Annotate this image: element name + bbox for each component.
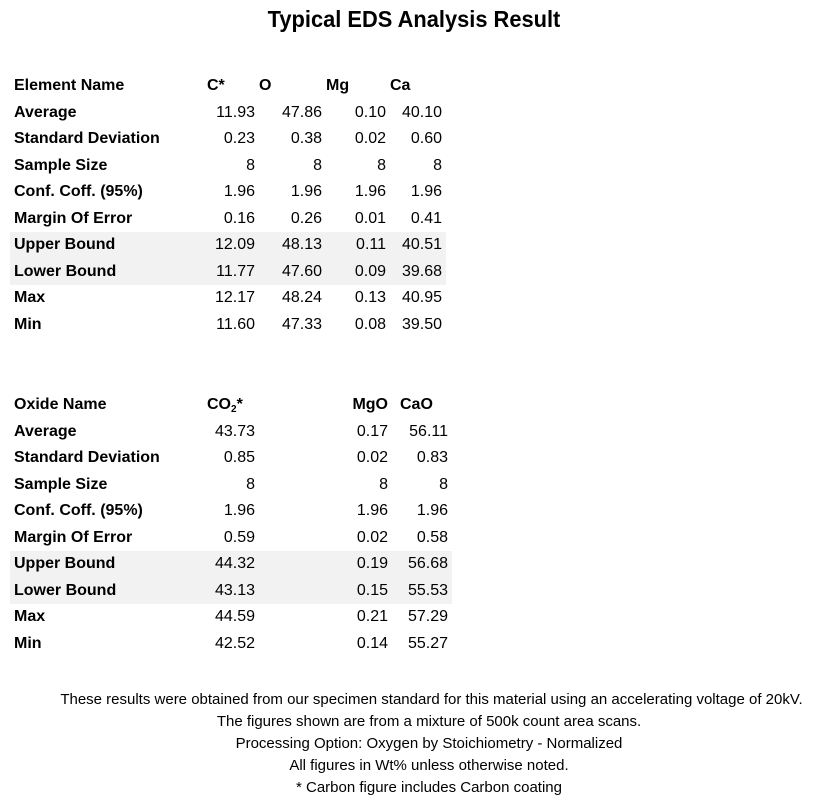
table-row: [10, 206, 446, 233]
cell-value: 1.96: [410, 183, 442, 201]
cell-value: 11.93: [216, 103, 255, 121]
column-header-ca: Ca: [390, 77, 411, 95]
table-row: [10, 551, 452, 578]
cell-value: 43.13: [207, 578, 259, 605]
column-header-c: C*: [207, 77, 225, 95]
table-row: [10, 472, 452, 499]
cell-value: 0.38: [290, 130, 322, 148]
cell-value: 0.08: [354, 315, 386, 333]
column-header-mgo: MgO: [352, 396, 388, 414]
row-label: Average: [14, 103, 77, 121]
row-label: Upper Bound: [10, 232, 207, 259]
cell-value: 43.73: [214, 422, 255, 440]
row-label: Lower Bound: [10, 578, 207, 605]
cell-value: 40.10: [401, 103, 442, 121]
page-title: Typical EDS Analysis Result: [267, 6, 561, 32]
cell-value: 0.09: [326, 259, 390, 286]
row-label: Margin Of Error: [14, 528, 133, 546]
cell-value: 0.41: [410, 209, 442, 227]
cell-value: 48.13: [259, 232, 326, 259]
cell-value: 47.60: [259, 259, 326, 286]
column-header-o: O: [259, 77, 272, 95]
cell-value: 0.14: [356, 634, 388, 652]
note-voltage: These results were obtained from our specimen standard for this material using an accelerating voltage of 20kV.: [60, 691, 803, 708]
cell-value: 48.24: [281, 289, 322, 307]
row-label: Upper Bound: [10, 551, 207, 578]
cell-value: 0.17: [356, 422, 388, 440]
row-label: Margin Of Error: [14, 209, 133, 227]
table-row: [10, 259, 446, 286]
element-table-header: [10, 73, 446, 100]
cell-value: 0.85: [223, 449, 255, 467]
cell-value: 0.15: [326, 578, 392, 605]
cell-value: 0.02: [356, 528, 388, 546]
table-row: [10, 232, 446, 259]
row-label: Sample Size: [14, 156, 108, 174]
cell-value: 44.32: [207, 551, 259, 578]
column-header-mg: Mg: [326, 77, 350, 95]
cell-value: 0.83: [416, 449, 448, 467]
cell-value: 1.96: [356, 502, 388, 520]
row-label: Min: [14, 634, 42, 652]
cell-value: 47.86: [281, 103, 322, 121]
cell-value: 0.16: [223, 209, 255, 227]
cell-value: 11.77: [207, 259, 259, 286]
cell-value: 8: [439, 475, 448, 493]
table-row: [10, 179, 446, 206]
cell-value: [259, 604, 326, 631]
cell-value: [259, 445, 326, 472]
cell-value: [259, 551, 326, 578]
cell-value: 39.50: [401, 315, 442, 333]
cell-value: 0.02: [356, 449, 388, 467]
table-row: [10, 285, 446, 312]
cell-value: 0.01: [354, 209, 386, 227]
row-label: Sample Size: [14, 475, 108, 493]
note-units: All figures in Wt% unless otherwise noted.: [289, 757, 569, 774]
cell-value: 56.68: [392, 551, 452, 578]
row-label: Max: [14, 608, 46, 626]
cell-value: 0.10: [354, 103, 386, 121]
cell-value: 11.60: [216, 315, 255, 333]
cell-value: 40.51: [390, 232, 446, 259]
cell-value: 0.19: [326, 551, 392, 578]
cell-value: [259, 472, 326, 499]
cell-value: [259, 525, 326, 552]
cell-value: 12.09: [207, 232, 259, 259]
cell-value: [259, 498, 326, 525]
column-header-empty: [259, 392, 326, 419]
table-row: [10, 525, 452, 552]
cell-value: 0.21: [356, 608, 388, 626]
oxide-table: [10, 392, 452, 657]
column-header-cao: CaO: [400, 396, 433, 414]
row-label: Max: [14, 289, 46, 307]
table-row: [10, 631, 452, 658]
table-row: [10, 604, 452, 631]
row-label: Average: [14, 422, 77, 440]
cell-value: 1.96: [354, 183, 386, 201]
cell-value: 1.96: [290, 183, 322, 201]
cell-value: 8: [377, 156, 386, 174]
cell-value: 0.23: [223, 130, 255, 148]
cell-value: 47.33: [281, 315, 322, 333]
row-label: Standard Deviation: [14, 130, 160, 148]
footnotes: [0, 689, 828, 799]
co2-asterisk: *: [236, 396, 243, 414]
cell-value: 8: [379, 475, 388, 493]
oxide-table-header: [10, 392, 452, 419]
row-label: Lower Bound: [10, 259, 207, 286]
oxide-name-header: Oxide Name: [14, 396, 107, 414]
co2-subscript: 2: [231, 404, 237, 416]
cell-value: 0.26: [290, 209, 322, 227]
cell-value: 0.59: [223, 528, 255, 546]
table-row: [10, 126, 446, 153]
cell-value: 56.11: [409, 422, 448, 440]
table-row: [10, 153, 446, 180]
cell-value: 0.02: [354, 130, 386, 148]
cell-value: [259, 578, 326, 605]
cell-value: 8: [246, 475, 255, 493]
table-row: [10, 100, 446, 127]
cell-value: 40.95: [401, 289, 442, 307]
cell-value: 57.29: [407, 608, 448, 626]
table-row: [10, 419, 452, 446]
cell-value: 0.60: [410, 130, 442, 148]
cell-value: [259, 631, 326, 658]
row-label: Standard Deviation: [14, 449, 160, 467]
table-row: [10, 498, 452, 525]
cell-value: 12.17: [214, 289, 255, 307]
cell-value: 0.13: [354, 289, 386, 307]
row-label: Min: [14, 315, 42, 333]
element-name-header: Element Name: [14, 77, 125, 95]
co2-main: CO: [207, 396, 231, 414]
cell-value: 8: [433, 156, 442, 174]
cell-value: 1.96: [416, 502, 448, 520]
table-row: [10, 312, 446, 339]
cell-value: 1.96: [223, 502, 255, 520]
cell-value: 42.52: [214, 634, 255, 652]
cell-value: 55.53: [392, 578, 452, 605]
note-carbon: * Carbon figure includes Carbon coating: [296, 779, 562, 796]
column-header-co2: [207, 392, 259, 419]
cell-value: 44.59: [214, 608, 255, 626]
cell-value: 0.58: [416, 528, 448, 546]
cell-value: 8: [313, 156, 322, 174]
cell-value: 39.68: [390, 259, 446, 286]
note-processing: Processing Option: Oxygen by Stoichiometry - Normalized: [235, 735, 623, 752]
table-row: [10, 578, 452, 605]
element-table: [10, 73, 446, 338]
cell-value: [259, 419, 326, 446]
row-label: Conf. Coff. (95%): [14, 502, 143, 520]
note-scans: The figures shown are from a mixture of 500k count area scans.: [216, 713, 642, 730]
cell-value: 1.96: [223, 183, 255, 201]
cell-value: 8: [246, 156, 255, 174]
table-row: [10, 445, 452, 472]
cell-value: 0.11: [326, 232, 390, 259]
cell-value: 55.27: [407, 634, 448, 652]
row-label: Conf. Coff. (95%): [14, 183, 143, 201]
